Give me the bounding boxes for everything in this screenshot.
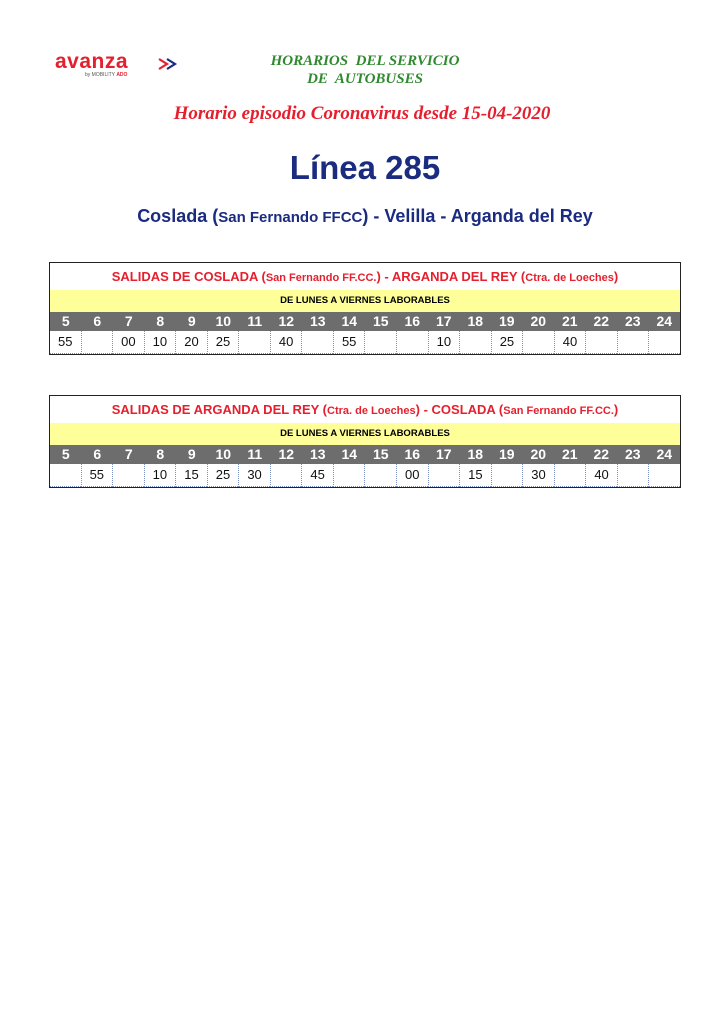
hour-cell: 17 bbox=[435, 313, 452, 329]
minute-cell bbox=[364, 464, 396, 487]
hours-row bbox=[50, 312, 680, 331]
minute-cell bbox=[301, 331, 333, 354]
minute-cell: 00 bbox=[396, 464, 428, 487]
hour-cell: 11 bbox=[247, 446, 263, 462]
hour-cell: 23 bbox=[624, 446, 641, 462]
hour-cell: 7 bbox=[124, 313, 133, 329]
minute-cell bbox=[522, 331, 554, 354]
episode-notice: Horario episodio Coronavirus desde 15-04-2020 bbox=[173, 103, 551, 124]
minute-cell bbox=[491, 464, 523, 487]
minute-cell: 00 bbox=[112, 331, 144, 354]
hour-cell: 16 bbox=[404, 313, 421, 329]
minute-cell: 10 bbox=[144, 464, 176, 487]
hour-cell: 15 bbox=[372, 446, 389, 462]
schedule-days: DE LUNES A VIERNES LABORABLES bbox=[50, 423, 680, 445]
minute-cell: 30 bbox=[522, 464, 554, 487]
hour-cell: 16 bbox=[404, 446, 421, 462]
hour-cell: 6 bbox=[93, 313, 102, 329]
minute-cell bbox=[270, 464, 302, 487]
hour-cell: 5 bbox=[61, 313, 70, 329]
minute-cell: 45 bbox=[301, 464, 333, 487]
hour-cell: 8 bbox=[156, 446, 165, 462]
service-header bbox=[200, 52, 530, 88]
minute-cell bbox=[238, 331, 270, 354]
hour-cell: 20 bbox=[530, 446, 547, 462]
hour-cell: 8 bbox=[156, 313, 165, 329]
chevron-arrows-icon bbox=[157, 57, 183, 71]
hour-cell: 22 bbox=[593, 446, 610, 462]
hour-cell: 11 bbox=[247, 313, 263, 329]
minute-cell: 15 bbox=[175, 464, 207, 487]
logo-wordmark: avanza bbox=[55, 50, 129, 73]
logo-tagline: by MOBILITY ADO bbox=[85, 72, 128, 78]
minute-cell: 40 bbox=[585, 464, 617, 487]
route-subtitle: Coslada (San Fernando FFCC) - Velilla - Arganda del Rey bbox=[137, 206, 593, 226]
hour-cell: 13 bbox=[309, 446, 326, 462]
schedule-table-coslada-arganda bbox=[49, 262, 681, 355]
minute-cell bbox=[585, 331, 617, 354]
hour-cell: 12 bbox=[278, 313, 295, 329]
minute-cell bbox=[396, 331, 428, 354]
hour-cell: 14 bbox=[341, 313, 358, 329]
hour-cell: 5 bbox=[61, 446, 70, 462]
minute-cell: 10 bbox=[428, 331, 460, 354]
schedule-title: SALIDAS DE ARGANDA DEL REY (Ctra. de Loeches) - COSLADA (San Fernando FF.CC.) bbox=[50, 396, 680, 423]
minute-cell: 55 bbox=[50, 331, 81, 354]
service-header-line2: DE AUTOBUSES bbox=[307, 71, 423, 87]
hour-cell: 19 bbox=[498, 313, 515, 329]
minute-cell bbox=[364, 331, 396, 354]
minute-cell: 55 bbox=[333, 331, 365, 354]
hour-cell: 13 bbox=[309, 313, 326, 329]
minute-cell bbox=[554, 464, 586, 487]
minute-cell bbox=[81, 331, 113, 354]
minute-cell: 25 bbox=[207, 331, 239, 354]
avanza-logo bbox=[55, 50, 185, 80]
hour-cell: 18 bbox=[467, 313, 484, 329]
minute-cell: 20 bbox=[175, 331, 207, 354]
service-header-line1: HORARIOS DEL SERVICIO bbox=[270, 53, 460, 69]
minute-cell: 30 bbox=[238, 464, 270, 487]
schedule-table-arganda-coslada bbox=[49, 395, 681, 488]
minute-cell bbox=[112, 464, 144, 487]
line-title: Línea 285 bbox=[289, 149, 441, 186]
hour-cell: 9 bbox=[187, 313, 196, 329]
hours-row bbox=[50, 445, 680, 464]
minute-cell bbox=[333, 464, 365, 487]
minute-cell: 40 bbox=[270, 331, 302, 354]
hour-cell: 15 bbox=[372, 313, 389, 329]
minute-cell bbox=[648, 331, 680, 354]
hour-cell: 22 bbox=[593, 313, 610, 329]
minute-cell bbox=[617, 464, 649, 487]
hour-cell: 17 bbox=[435, 446, 452, 462]
minute-cell: 25 bbox=[207, 464, 239, 487]
hour-cell: 20 bbox=[530, 313, 547, 329]
minute-cell: 25 bbox=[491, 331, 523, 354]
minute-cell bbox=[617, 331, 649, 354]
minute-cell bbox=[459, 331, 491, 354]
hour-cell: 7 bbox=[124, 446, 133, 462]
minute-cell bbox=[428, 464, 460, 487]
minute-cell: 40 bbox=[554, 331, 586, 354]
hour-cell: 10 bbox=[215, 313, 232, 329]
minute-cell: 10 bbox=[144, 331, 176, 354]
hour-cell: 19 bbox=[498, 446, 515, 462]
minutes-row bbox=[50, 331, 680, 354]
minute-cell: 55 bbox=[81, 464, 113, 487]
schedule-days: DE LUNES A VIERNES LABORABLES bbox=[50, 290, 680, 312]
minute-cell: 15 bbox=[459, 464, 491, 487]
hour-cell: 6 bbox=[93, 446, 102, 462]
hour-cell: 12 bbox=[278, 446, 295, 462]
hour-cell: 10 bbox=[215, 446, 232, 462]
schedule-title: SALIDAS DE COSLADA (San Fernando FF.CC.) - ARGANDA DEL REY (Ctra. de Loeches) bbox=[50, 263, 680, 290]
hour-cell: 21 bbox=[561, 313, 578, 329]
minutes-row bbox=[50, 464, 680, 487]
hour-cell: 18 bbox=[467, 446, 484, 462]
hour-cell: 24 bbox=[656, 313, 673, 329]
hour-cell: 21 bbox=[561, 446, 578, 462]
hour-cell: 9 bbox=[187, 446, 196, 462]
hour-cell: 23 bbox=[624, 313, 641, 329]
minute-cell bbox=[648, 464, 680, 487]
minute-cell bbox=[50, 464, 81, 487]
hour-cell: 14 bbox=[341, 446, 358, 462]
hour-cell: 24 bbox=[656, 446, 673, 462]
